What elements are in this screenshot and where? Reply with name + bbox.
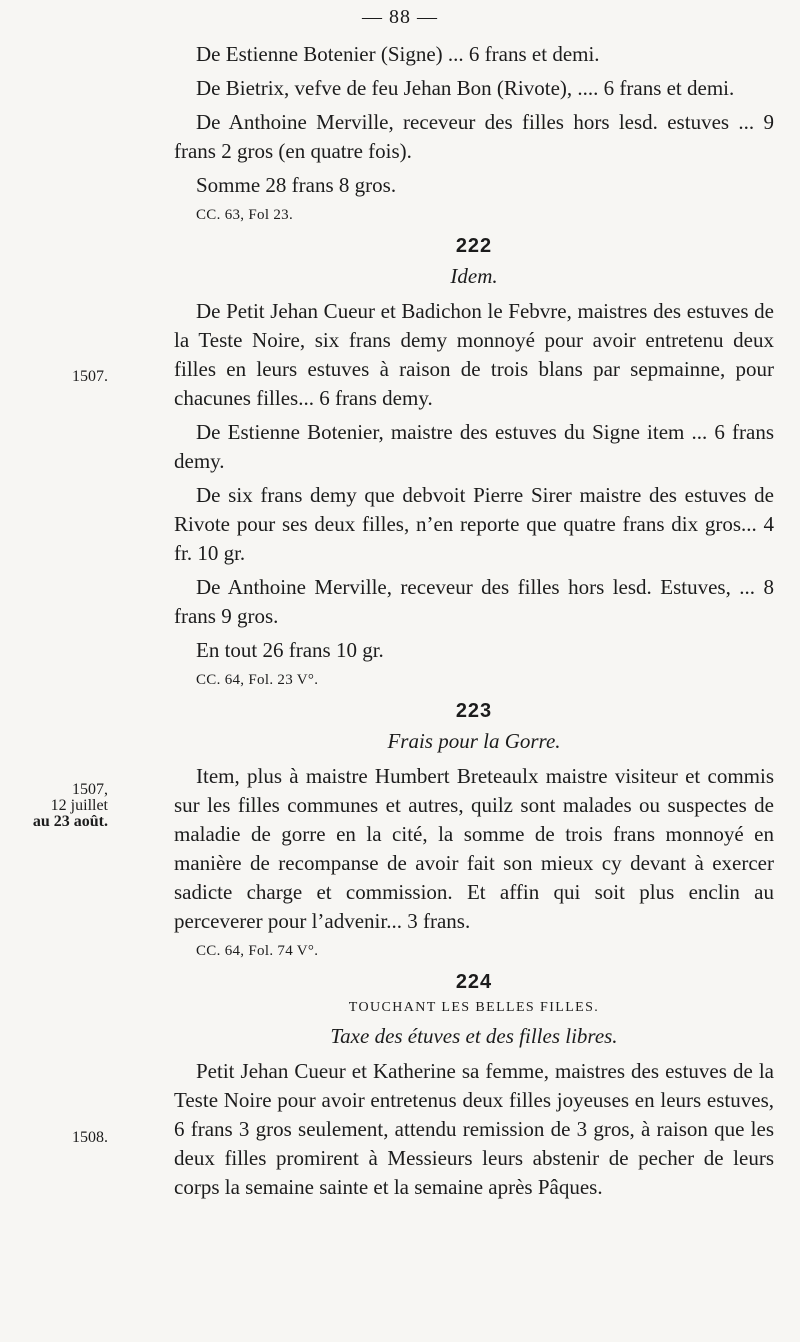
paragraph: De Bietrix, vefve de feu Jehan Bon (Rivote), .... 6 frans et demi.	[196, 76, 735, 100]
entry-heading: TOUCHANT LES BELLES FILLES.	[348, 1000, 600, 1015]
entry-number: 223	[455, 700, 493, 722]
margin-date-1507	[8, 782, 108, 830]
paragraph: Item, plus à maistre Humbert Breteaulx maistre visiteur et commis sur les filles communes et autres, quilz sont malades ou suspectes de maladie de gorre en la cité, la somme de trois frans monnoyé en manière de recompanse de avoir fait son mieux cy devant à exercer sadicte charge et commission. Et affin qui soit plus enclin au perceverer pour l’advenir... 3 frans.	[174, 764, 774, 933]
source-reference: CC. 64, Fol. 23 V°.	[196, 672, 319, 688]
entry-number: 222	[455, 235, 493, 257]
paragraph: Petit Jehan Cueur et Katherine sa femme, maistres des estuves de la Teste Noire pour avoir entretenus deux filles joyeuses en leurs estuves, 6 frans 3 gros seulement, attendu remission de 3 gros, à raison que les deux filles promirent à Messieurs leurs abstenir de pecher de leurs corps la semaine sainte et la semaine après Pâques.	[174, 1059, 774, 1199]
paragraph: De Estienne Botenier, maistre des estuves du Signe item ... 6 frans demy.	[174, 420, 774, 473]
source-reference: CC. 63, Fol 23.	[196, 207, 294, 223]
document-body	[174, 40, 774, 1207]
margin-date-line: au 23 août.	[32, 813, 108, 830]
margin-date-line: 12 juillet	[50, 797, 108, 814]
entry-subtitle: Idem.	[450, 264, 498, 288]
page-number: — 88 —	[362, 6, 438, 28]
source-reference: CC. 64, Fol. 74 V°.	[196, 943, 319, 959]
margin-date-line: 1507,	[72, 781, 108, 798]
paragraph: De six frans demy que debvoit Pierre Sirer maistre des estuves de Rivote pour ses deux filles, n’en reporte que quatre frans dix gros... 4 fr. 10 gr.	[174, 483, 774, 565]
margin-year-1507: 1507.	[72, 368, 108, 385]
paragraph: De Anthoine Merville, receveur des filles hors lesd. Estuves, ... 8 frans 9 gros.	[174, 575, 774, 628]
paragraph: De Estienne Botenier (Signe) ... 6 frans et demi.	[196, 42, 600, 66]
entry-subtitle: Frais pour la Gorre.	[387, 729, 561, 753]
entry-number: 224	[455, 971, 493, 993]
paragraph: De Petit Jehan Cueur et Badichon le Febvre, maistres des estuves de la Teste Noire, six frans demy monnoyé pour avoir entretenu deux filles en leurs estuves à raison de trois blans par sepmainne, pour chacunes filles... 6 frans demy.	[174, 299, 774, 410]
paragraph: En tout 26 frans 10 gr.	[196, 638, 384, 662]
paragraph: De Anthoine Merville, receveur des filles hors lesd. estuves ... 9 frans 2 gros (en quatre fois).	[174, 110, 774, 163]
entry-subtitle: Taxe des étuves et des filles libres.	[330, 1024, 618, 1048]
margin-year-1508: 1508.	[72, 1129, 108, 1146]
paragraph: Somme 28 frans 8 gros.	[196, 173, 397, 197]
